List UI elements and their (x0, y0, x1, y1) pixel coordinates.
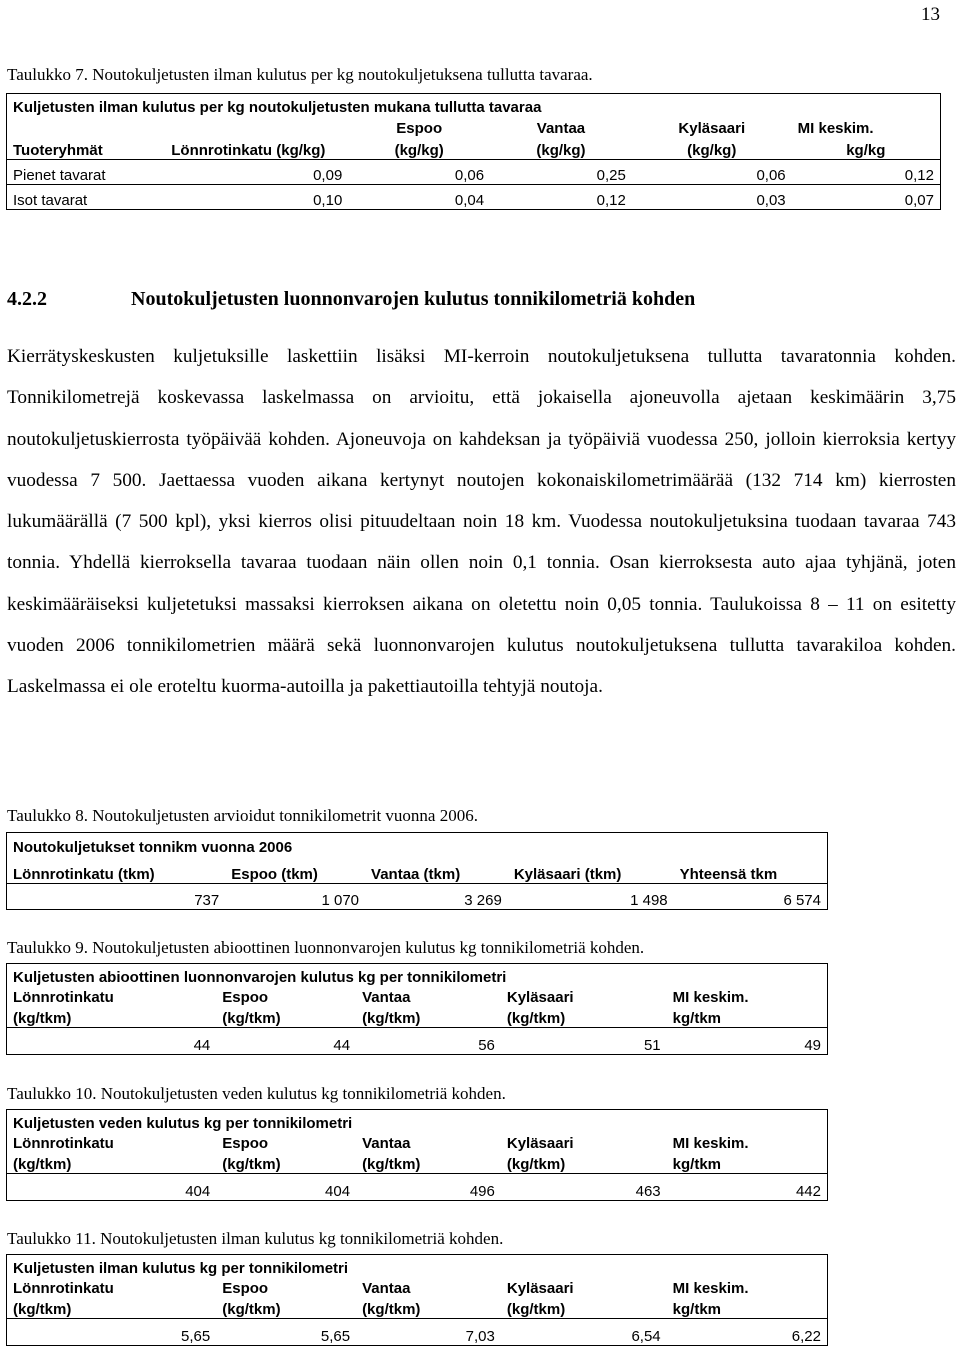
table8-header: Kyläsaari (tkm) (513, 866, 622, 883)
table11-caption: Taulukko 11. Noutokuljetusten ilman kulutus kg tonnikilometriä kohden. (7, 1229, 504, 1248)
section-number: 4.2.2 (7, 288, 47, 310)
row-label: Pienet tavarat (7, 160, 149, 185)
table9-title: Kuljetusten abioottinen luonnonvarojen kulutus kg per tonnikilometri (13, 968, 507, 986)
cell: 49 (804, 1037, 821, 1054)
cell: 0,09 (313, 167, 343, 184)
table10 (6, 1109, 828, 1201)
cell: 404 (185, 1183, 211, 1200)
table11-header: Espoo (222, 1279, 269, 1297)
table10-caption: Taulukko 10. Noutokuljetusten veden kulutus kg tonnikilometriä kohden. (7, 1084, 506, 1103)
table-row (7, 160, 941, 185)
table11-header-unit: (kg/tkm) (362, 1301, 421, 1318)
cell: 1 070 (321, 892, 360, 909)
table9-header: Vantaa (362, 988, 411, 1006)
cell: 44 (333, 1037, 351, 1054)
table9-header-unit: (kg/tkm) (506, 1010, 566, 1027)
cell: 0,03 (756, 192, 786, 209)
table9-header-unit: kg/tkm (672, 1010, 722, 1027)
table10-header: Lönnrotinkatu (13, 1134, 114, 1152)
table7-header-kylasaari-unit: (kg/kg) (687, 142, 737, 159)
body-paragraph: Kierrätyskeskusten kuljetuksille laskettiin lisäksi MI-kerroin noutokuljetuksena tullutta tavaratonnia kohden. Tonnikilometrejä koskevassa laskelmassa on arvioitu, että jokaisella ajoneuvolla ajetaan keskimäärin 3,75 noutokuljetuskierrosta työpäivää kohden. Ajoneuvoja on kahdeksan ja työpäiviä vuodessa 250, jolloin kierroksia kertyy vuodessa 7 500. Jaettaessa vuoden aikana kertynyt noutojen kokonaiskilometrimäärää (132 714 km) kierrosten lukumäärällä (7 500 kpl), yksi kierros olisi pituudeltaan noin 18 km. Vuodessa noutokuljetuksina tuodaan tavaraa 743 tonnia. Yhdellä kierroksella tavaraa tuodaan näin ollen noin 0,1 tonnia. Osan kierroksesta auto ajaa tyhjänä, joten keskimääräiseksi kuljetetuksi massaksi kierroksen aikana on oletettu noin 0,05 tonnia. Taulukoissa 8 – 11 on esitetty vuoden 2006 tonnikilometrien määrä sekä luonnonvarojen kulutus noutokuljetuksena tullutta tavarakiloa kohden. Laskelmassa ei ole eroteltu kuorma-autoilla ja pakettiautoilla tehtyjä noutoja. (7, 346, 956, 698)
cell: 404 (325, 1183, 351, 1200)
cell: 496 (469, 1183, 495, 1200)
cell: 5,65 (181, 1328, 211, 1345)
table10-header: Kyläsaari (506, 1134, 574, 1152)
cell: 51 (643, 1037, 661, 1054)
table7-header-espoo-unit: (kg/kg) (394, 142, 444, 159)
table10-header: Espoo (222, 1134, 269, 1152)
table9-caption: Taulukko 9. Noutokuljetusten abioottinen luonnonvarojen kulutus kg tonnikilometriä kohden. (7, 938, 645, 957)
cell: 0,12 (792, 160, 941, 185)
table7-header-lonnrotinkatu: Lönnrotinkatu (kg/kg) (171, 142, 326, 159)
section-title: Noutokuljetusten luonnonvarojen kulutus tonnikilometriä kohden (131, 288, 696, 310)
table10-header-unit: (kg/tkm) (222, 1156, 281, 1173)
table11 (6, 1254, 828, 1346)
table10-header-unit: kg/tkm (672, 1156, 722, 1173)
cell: 1 498 (630, 892, 668, 909)
table11-header: MI keskim. (672, 1279, 749, 1297)
table10-header: Vantaa (362, 1134, 411, 1152)
table7-caption: Taulukko 7. Noutokuljetusten ilman kulutus per kg noutokuljetuksena tullutta tavaraa. (7, 65, 593, 84)
cell: 44 (193, 1037, 211, 1054)
cell: 0,10 (313, 192, 343, 209)
cell: 5,65 (320, 1328, 351, 1345)
table9-header: Kyläsaari (506, 988, 574, 1006)
table10-header-unit: (kg/tkm) (506, 1156, 566, 1173)
table8-header: Espoo (tkm) (231, 866, 318, 883)
cell: 0,06 (756, 167, 786, 184)
row-label: Isot tavarat (7, 185, 149, 210)
table-row (7, 1028, 828, 1055)
table10-header-unit: (kg/tkm) (13, 1156, 72, 1173)
table9 (6, 963, 828, 1055)
table8-header: Lönnrotinkatu (tkm) (13, 866, 155, 883)
table9-header: Lönnrotinkatu (13, 988, 114, 1006)
table8-caption: Taulukko 8. Noutokuljetusten arvioidut tonnikilometrit vuonna 2006. (7, 806, 478, 825)
cell: 6,22 (791, 1328, 821, 1345)
cell: 0,07 (792, 185, 941, 210)
table-row (7, 1174, 828, 1201)
table-row (7, 884, 828, 910)
table10-title: Kuljetusten veden kulutus kg per tonnikilometri (13, 1114, 353, 1132)
table7-header-kylasaari: Kyläsaari (678, 119, 746, 137)
table7-header-mi: MI keskim. (792, 116, 941, 137)
table8-header: Yhteensä tkm (679, 866, 778, 883)
page-number: 13 (921, 4, 940, 25)
cell: 7,03 (465, 1328, 495, 1345)
cell: 0,04 (454, 192, 485, 209)
table11-header: Kyläsaari (506, 1279, 574, 1297)
cell: 0,12 (596, 192, 626, 209)
cell: 6,54 (631, 1328, 661, 1345)
table11-header-unit: kg/tkm (672, 1301, 722, 1318)
table11-header-unit: (kg/tkm) (13, 1301, 72, 1318)
table7 (6, 93, 941, 210)
table-row (7, 1319, 828, 1346)
cell: 442 (795, 1183, 821, 1200)
table8 (6, 832, 828, 910)
table9-header-unit: (kg/tkm) (222, 1010, 281, 1027)
table7-header-espoo: Espoo (396, 119, 443, 137)
table9-header-unit: (kg/tkm) (13, 1010, 72, 1027)
table11-header: Vantaa (362, 1279, 411, 1297)
section-heading (7, 288, 695, 311)
cell: 737 (194, 892, 220, 909)
table11-header-unit: (kg/tkm) (222, 1301, 281, 1318)
table10-header: MI keskim. (672, 1134, 749, 1152)
table11-header: Lönnrotinkatu (13, 1279, 114, 1297)
table8-header: Vantaa (tkm) (371, 866, 461, 883)
table9-header: MI keskim. (672, 988, 749, 1006)
table-row (7, 185, 941, 210)
cell: 3 269 (464, 892, 502, 909)
cell: 463 (635, 1183, 661, 1200)
table10-header-unit: (kg/tkm) (362, 1156, 421, 1173)
cell: 56 (478, 1037, 495, 1054)
table7-header-vantaa: Vantaa (536, 119, 586, 137)
table7-header-mi-unit: kg/kg (792, 137, 941, 160)
table7-header-tuoteryhmat: Tuoteryhmät (7, 137, 149, 160)
table9-header-unit: (kg/tkm) (362, 1010, 421, 1027)
table11-title: Kuljetusten ilman kulutus kg per tonnikilometri (13, 1259, 349, 1277)
cell: 0,25 (596, 167, 626, 184)
cell: 0,06 (454, 167, 485, 184)
table8-title: Noutokuljetukset tonnikm vuonna 2006 (13, 838, 293, 856)
table7-title: Kuljetusten ilman kulutus per kg noutokuljetusten mukana tullutta tavaraa (7, 94, 941, 116)
table11-header-unit: (kg/tkm) (506, 1301, 566, 1318)
table7-header-vantaa-unit: (kg/kg) (536, 142, 586, 159)
table9-header: Espoo (222, 988, 269, 1006)
cell: 6 574 (783, 892, 821, 909)
